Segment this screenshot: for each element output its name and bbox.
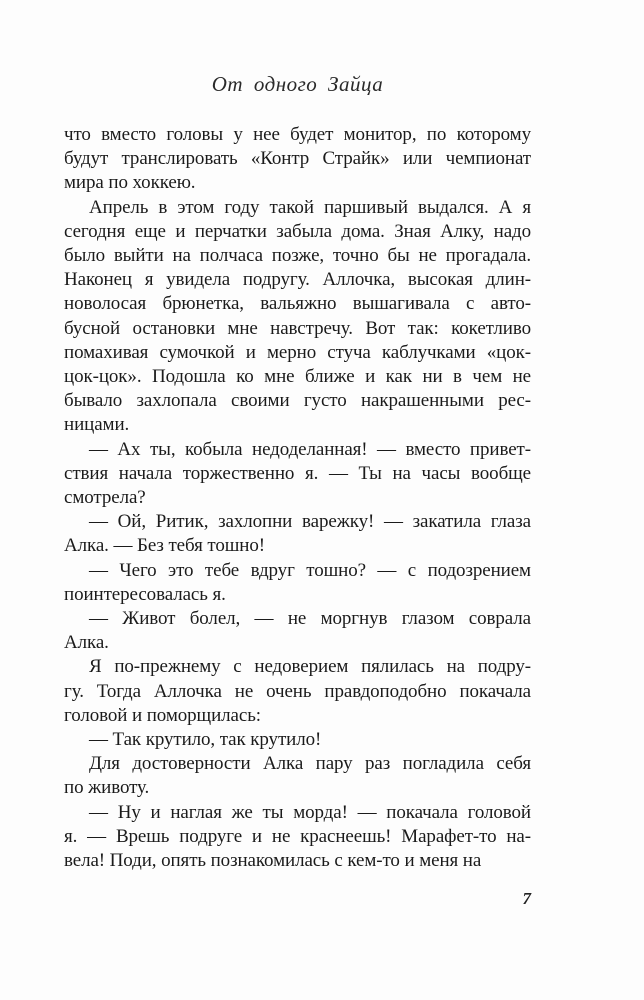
text-line: — Ну и наглая же ты морда! — покачала головой [89,801,531,823]
text-line: — Так крутило, так крутило! [89,729,322,751]
text-line: смотрела? [64,487,146,509]
text-line: сегодня еще и перчатки забыла дома. Зная Алку, надо [64,220,531,242]
text-line: Наконец я увидела подругу. Аллочка, высокая длин- [64,269,531,291]
paragraph [64,752,531,800]
text-line: Апрель в этом году такой паршивый выдался. А я [89,196,531,218]
paragraph [64,438,531,511]
text-line: — Ой, Ритик, захлопни варежку! — закатила глаза [89,511,531,533]
paragraph [64,196,531,438]
paragraph [64,559,531,607]
paragraph [64,123,531,196]
text-line: гу. Тогда Аллочка не очень правдоподобно покачала [64,680,531,702]
text-line: — Живот болел, — не моргнув глазом соврала [89,608,531,630]
paragraph [64,655,531,728]
text-line: — Чего это тебе вдруг тошно? — с подозрением [89,559,531,581]
page-number: 7 [522,889,531,908]
paragraph [64,510,531,558]
text-line: Алка. — Без тебя тошно! [64,535,265,557]
running-header: От одного Зайца [211,72,384,96]
text-line: бывало захлопала своими густо накрашенными рес- [64,390,531,412]
text-line: по животу. [64,777,150,799]
paragraph [64,728,531,752]
text-line: Я по-прежнему с недоверием пялилась на подру- [89,656,531,678]
text-line: ствия начала торжественно я. — Ты на часы вообще [64,462,531,484]
text-line: бусной остановки мне навстречу. Вот так: кокетливо [64,317,531,339]
text-line: ницами. [64,414,130,436]
text-line: что вместо головы у нее будет монитор, по которому [64,124,531,145]
paragraph [64,607,531,655]
text-line: было выйти на полчаса позже, точно бы не прогадала. [64,245,531,267]
text-line: головой и поморщилась: [64,704,261,726]
text-line: мира по хоккею. [64,172,196,194]
paragraph [64,801,531,874]
text-line: поинтересовалась я. [64,583,226,605]
text-line: цок-цок». Подошла ко мне ближе и как ни в чем не [64,366,531,388]
text-line: Для достоверности Алка пару раз погладила себя [89,753,531,775]
text-line: помахивая сумочкой и мерно стуча каблучками «цок- [64,341,531,363]
text-line: я. — Врешь подруге и не краснеешь! Марафет-то на- [64,825,531,847]
text-line: будут транслировать «Контр Страйк» или чемпионат [64,148,531,170]
text-line: новолосая брюнетка, вальяжно вышагивала с авто- [64,293,531,315]
text-line: Алка. [64,632,109,654]
text-block [64,123,531,873]
text-line: вела! Поди, опять познакомилась с кем-то и меня на [64,850,482,872]
text-line: — Ах ты, кобыла недоделанная! — вместо привет- [89,438,531,460]
